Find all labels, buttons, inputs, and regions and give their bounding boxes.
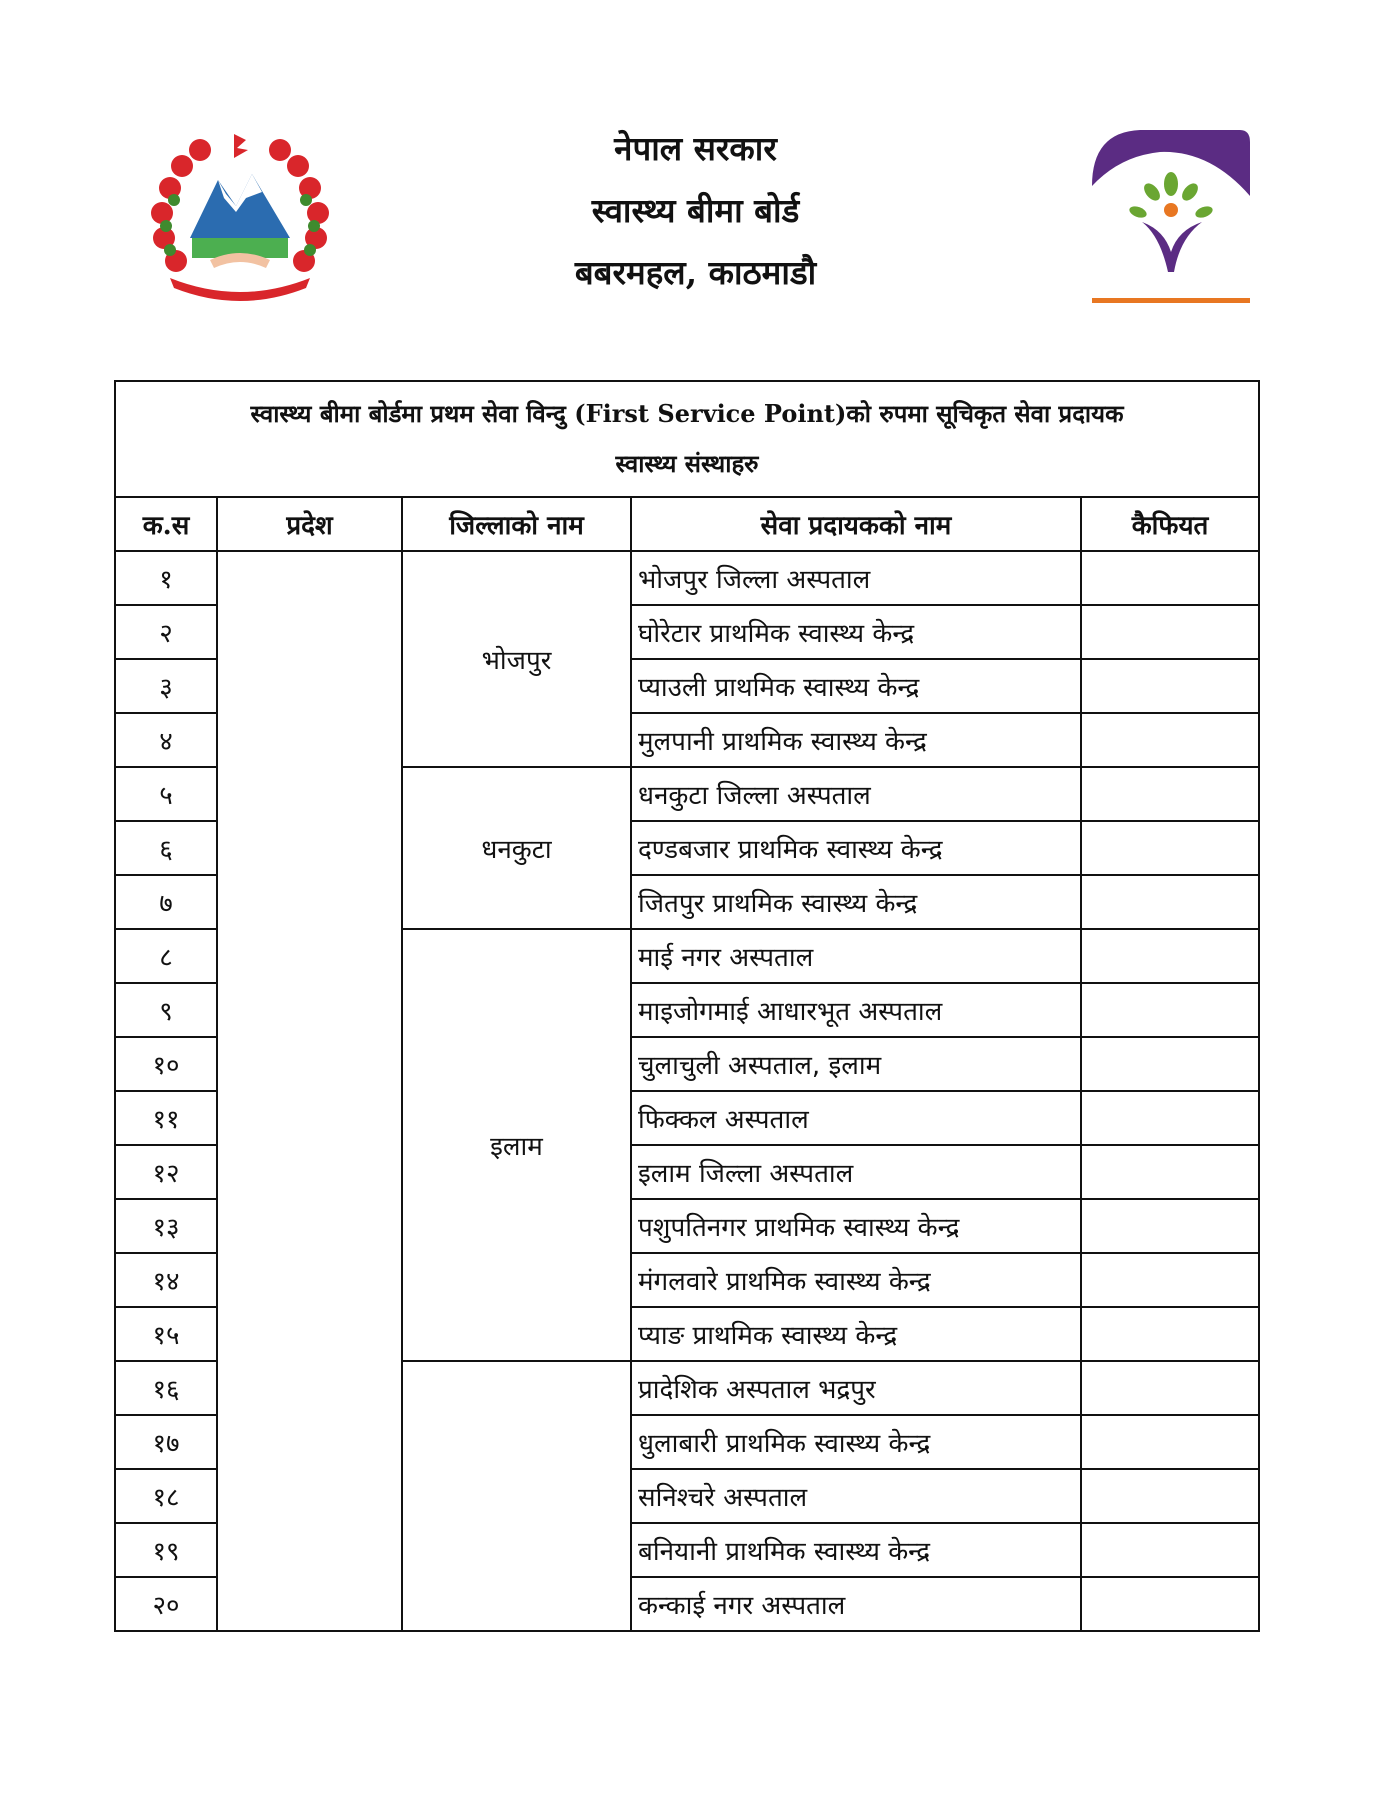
serial-cell: १	[115, 551, 217, 605]
serial-cell: १७	[115, 1415, 217, 1469]
column-header-provider: सेवा प्रदायकको नाम	[631, 497, 1081, 551]
serial-cell: १३	[115, 1199, 217, 1253]
provider-name-cell: माई नगर अस्पताल	[631, 929, 1081, 983]
serial-cell: ७	[115, 875, 217, 929]
table-title	[115, 381, 1259, 497]
provider-name-cell: धनकुटा जिल्ला अस्पताल	[631, 767, 1081, 821]
serial-cell: ८	[115, 929, 217, 983]
serial-cell: ११	[115, 1091, 217, 1145]
health-facilities-table	[114, 380, 1260, 1632]
remarks-cell	[1081, 1307, 1259, 1361]
remarks-cell	[1081, 1199, 1259, 1253]
remarks-cell	[1081, 983, 1259, 1037]
serial-cell: १९	[115, 1523, 217, 1577]
serial-cell: १४	[115, 1253, 217, 1307]
serial-cell: १५	[115, 1307, 217, 1361]
board-title: स्वास्थ्य बीमा बोर्ड	[591, 191, 800, 230]
serial-cell: १६	[115, 1361, 217, 1415]
table-title-line1: स्वास्थ्य बीमा बोर्डमा प्रथम सेवा विन्दु (First Service Point)को रुपमा सूचिकृत सेवा प्रदायक	[250, 399, 1124, 428]
provider-name-cell: जितपुर प्राथमिक स्वास्थ्य केन्द्र	[631, 875, 1081, 929]
provider-name-cell: घोरेटार प्राथमिक स्वास्थ्य केन्द्र	[631, 605, 1081, 659]
government-title: नेपाल सरकार	[614, 129, 777, 168]
provider-name-cell: पशुपतिनगर प्राथमिक स्वास्थ्य केन्द्र	[631, 1199, 1081, 1253]
table-title-line2: स्वास्थ्य संस्थाहरु	[615, 449, 759, 478]
provider-name-cell: प्रादेशिक अस्पताल भद्रपुर	[631, 1361, 1081, 1415]
serial-cell: ९	[115, 983, 217, 1037]
remarks-cell	[1081, 1253, 1259, 1307]
serial-cell: ४	[115, 713, 217, 767]
district-cell-bhojpur: भोजपुर	[402, 551, 631, 767]
remarks-cell	[1081, 1577, 1259, 1631]
provider-name-cell: प्याङ प्राथमिक स्वास्थ्य केन्द्र	[631, 1307, 1081, 1361]
nepal-government-emblem-icon	[140, 128, 340, 308]
serial-cell: ३	[115, 659, 217, 713]
remarks-cell	[1081, 1415, 1259, 1469]
remarks-cell	[1081, 551, 1259, 605]
province-cell	[217, 551, 402, 1631]
provider-name-cell: इलाम जिल्ला अस्पताल	[631, 1145, 1081, 1199]
provider-name-cell: मुलपानी प्राथमिक स्वास्थ्य केन्द्र	[631, 713, 1081, 767]
provider-name-cell: प्याउली प्राथमिक स्वास्थ्य केन्द्र	[631, 659, 1081, 713]
district-cell-blank	[402, 1361, 631, 1631]
provider-name-cell: कन्काई नगर अस्पताल	[631, 1577, 1081, 1631]
provider-name-cell: माइजोगमाई आधारभूत अस्पताल	[631, 983, 1081, 1037]
remarks-cell	[1081, 821, 1259, 875]
serial-cell: ६	[115, 821, 217, 875]
provider-name-cell: दण्डबजार प्राथमिक स्वास्थ्य केन्द्र	[631, 821, 1081, 875]
remarks-cell	[1081, 1145, 1259, 1199]
serial-cell: २०	[115, 1577, 217, 1631]
remarks-cell	[1081, 1523, 1259, 1577]
remarks-cell	[1081, 605, 1259, 659]
district-cell-ilam: इलाम	[402, 929, 631, 1361]
remarks-cell	[1081, 929, 1259, 983]
column-header-serial: क.स	[115, 497, 217, 551]
remarks-cell	[1081, 1469, 1259, 1523]
remarks-cell	[1081, 713, 1259, 767]
column-header-district: जिल्लाको नाम	[402, 497, 631, 551]
provider-name-cell: बनियानी प्राथमिक स्वास्थ्य केन्द्र	[631, 1523, 1081, 1577]
provider-name-cell: भोजपुर जिल्ला अस्पताल	[631, 551, 1081, 605]
serial-cell: ५	[115, 767, 217, 821]
serial-cell: १२	[115, 1145, 217, 1199]
header-titles	[400, 118, 991, 304]
table-row	[115, 551, 1259, 605]
provider-name-cell: फिक्कल अस्पताल	[631, 1091, 1081, 1145]
remarks-cell	[1081, 1091, 1259, 1145]
district-cell-dhankuta: धनकुटा	[402, 767, 631, 929]
remarks-cell	[1081, 875, 1259, 929]
provider-name-cell: मंगलवारे प्राथमिक स्वास्थ्य केन्द्र	[631, 1253, 1081, 1307]
column-header-province: प्रदेश	[217, 497, 402, 551]
provider-name-cell: सनिश्चरे अस्पताल	[631, 1469, 1081, 1523]
remarks-cell	[1081, 767, 1259, 821]
serial-cell: १०	[115, 1037, 217, 1091]
remarks-cell	[1081, 1361, 1259, 1415]
serial-cell: २	[115, 605, 217, 659]
health-insurance-board-logo-icon	[1090, 126, 1252, 304]
serial-cell: १८	[115, 1469, 217, 1523]
address-title: बबरमहल, काठमाडौ	[574, 253, 817, 292]
remarks-cell	[1081, 1037, 1259, 1091]
provider-name-cell: धुलाबारी प्राथमिक स्वास्थ्य केन्द्र	[631, 1415, 1081, 1469]
remarks-cell	[1081, 659, 1259, 713]
provider-name-cell: चुलाचुली अस्पताल, इलाम	[631, 1037, 1081, 1091]
column-header-remarks: कैफियत	[1081, 497, 1259, 551]
